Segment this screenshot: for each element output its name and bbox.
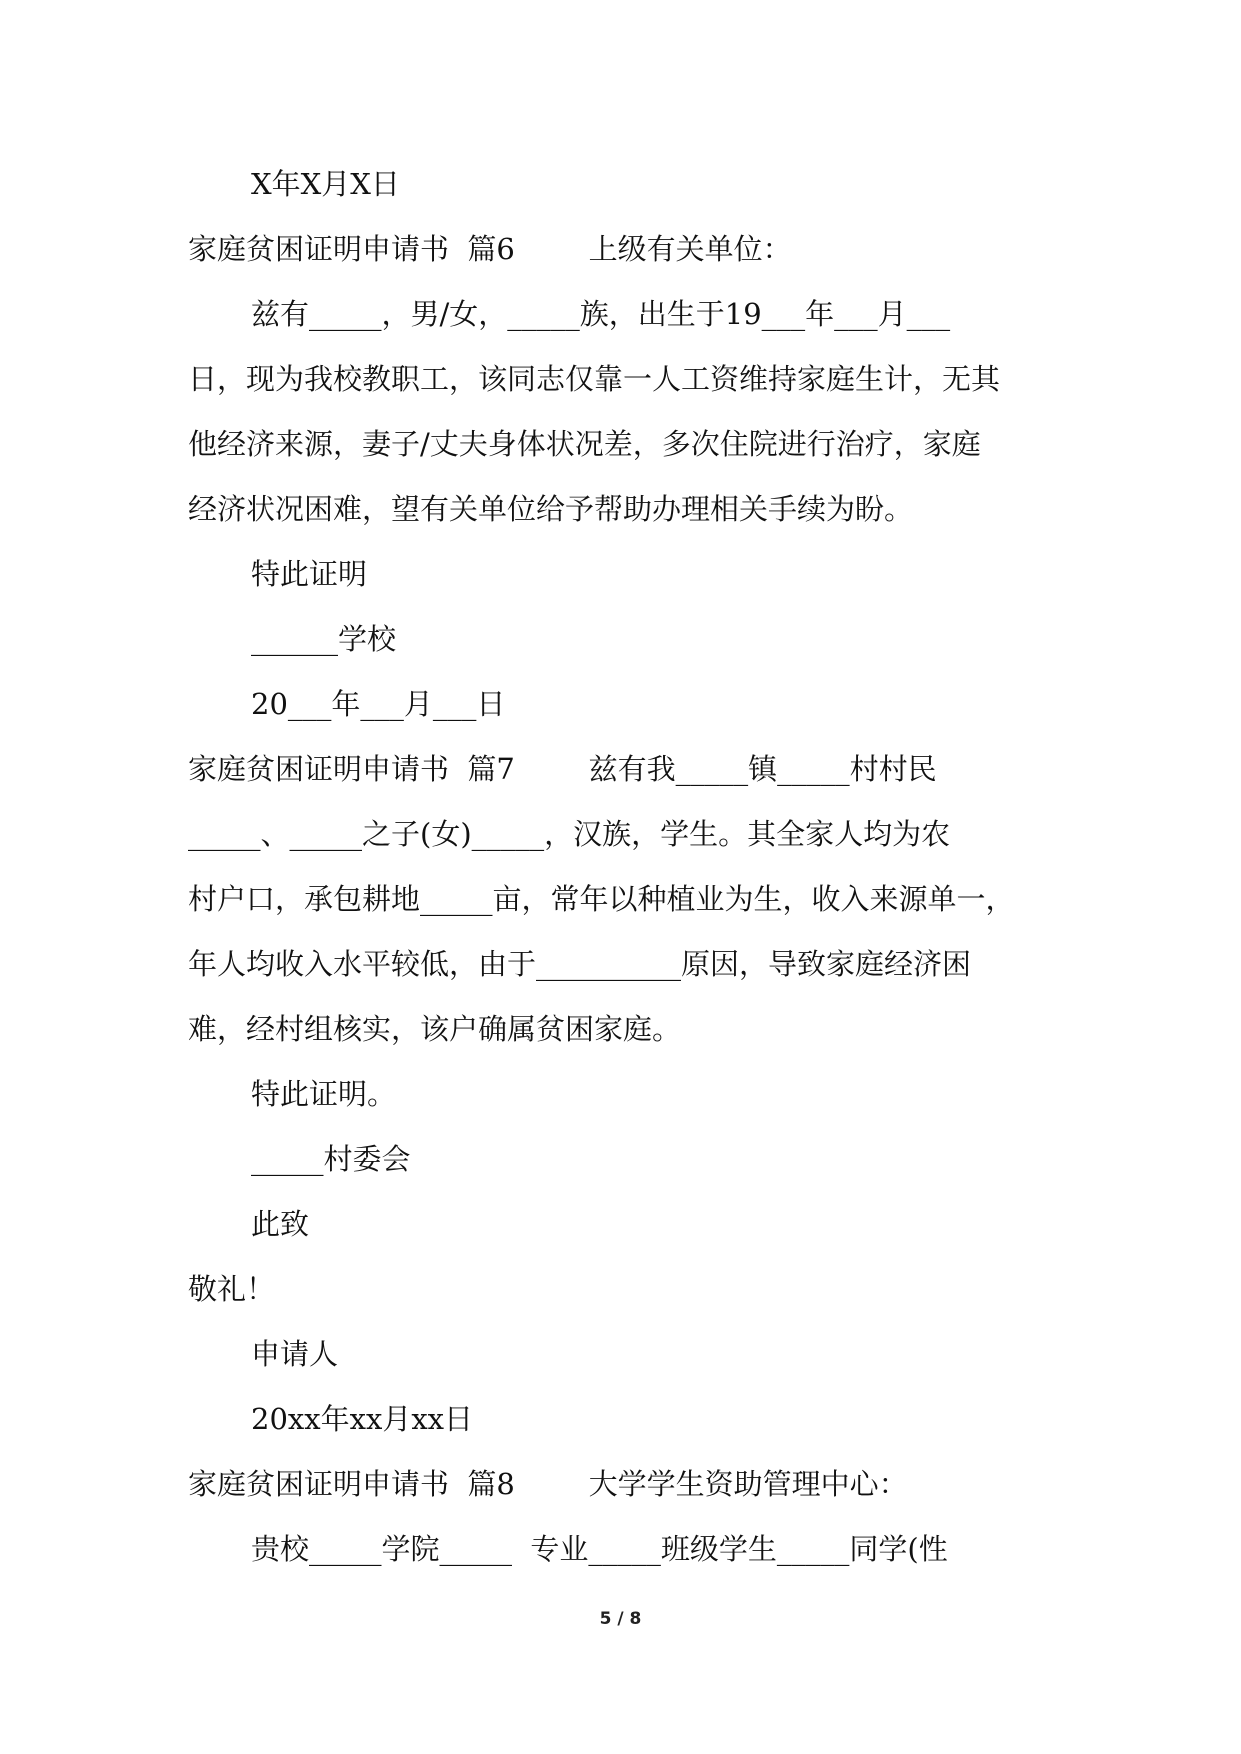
date-line: X年X月X日	[251, 167, 400, 201]
closing-line: 此致	[251, 1207, 310, 1241]
paragraph-line: _____、_____之子(女)_____，汉族，学生。其全家人均为农	[188, 817, 951, 851]
closing-line: 特此证明	[251, 557, 368, 591]
applicant-line: 申请人	[251, 1337, 339, 1371]
closing-line: 特此证明。	[251, 1077, 397, 1111]
closing-line: 敬礼！	[188, 1272, 276, 1306]
paragraph-line: 经济状况困难，望有关单位给予帮助办理相关手续为盼。	[188, 492, 914, 526]
section-6-heading: 家庭贫困证明申请书 篇6 上级有关单位：	[188, 232, 792, 266]
section-7-heading: 家庭贫困证明申请书 篇7 兹有我_____镇_____村村民	[188, 752, 937, 786]
paragraph-line: 兹有_____，男/女，_____族，出生于19___年___月___	[251, 297, 951, 331]
paragraph-line: 日，现为我校教职工，该同志仅靠一人工资维持家庭生计，无其	[188, 362, 1001, 396]
paragraph-line: 村户口，承包耕地_____亩，常年以种植业为生，收入来源单一，	[188, 882, 1015, 916]
paragraph-line: 贵校_____学院_____ 专业_____班级学生_____同学(性	[251, 1532, 948, 1566]
section-8-heading: 家庭贫困证明申请书 篇8 大学学生资助管理中心：	[188, 1467, 908, 1501]
paragraph-line: 难，经村组核实，该户确属贫困家庭。	[188, 1012, 682, 1046]
date-line: 20xx年xx月xx日	[251, 1402, 474, 1436]
page-number: 5 / 8	[599, 1609, 642, 1629]
paragraph-line: 他经济来源，妻子/丈夫身体状况差，多次住院进行治疗，家庭	[188, 427, 981, 461]
paragraph-line: 年人均收入水平较低，由于__________原因，导致家庭经济困	[188, 947, 972, 981]
date-line: 20___年___月___日	[251, 687, 506, 721]
signature-line: ______学校	[251, 622, 397, 656]
signature-line: _____村委会	[251, 1142, 411, 1176]
